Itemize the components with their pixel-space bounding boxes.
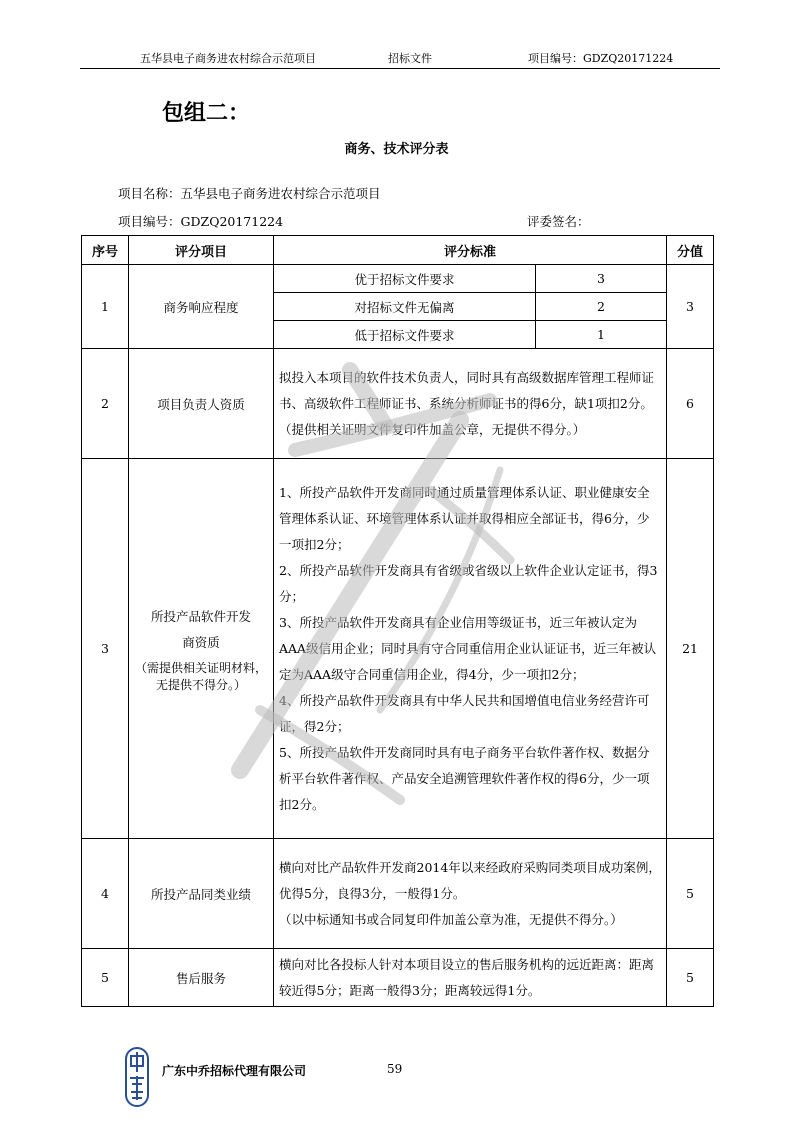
row-number: 1 — [82, 265, 129, 349]
header-doc-type: 招标文件 — [388, 52, 432, 65]
project-name-line: 项目名称：五华县电子商务进农村综合示范项目 — [118, 186, 381, 201]
form-title: 商务、技术评分表 — [344, 142, 449, 157]
header-item: 评分项目 — [129, 236, 274, 265]
table-row — [82, 459, 714, 839]
criteria-text: （以中标通知书或合同复印件加盖公章为准，无提供不得分。） — [279, 911, 623, 927]
criteria-text: 3、所投产品软件开发商具有企业信用等级证书，近三年被认定为AAA级信用企业；同时具有守合同重信用企业认证证书，近三年被认定为AAA级守合同重信用企业，得4分，少一项扣2分； — [279, 614, 657, 682]
row-criteria — [274, 839, 667, 949]
row-score: 5 — [667, 949, 714, 1007]
header-score: 分值 — [667, 236, 714, 265]
header-no: 序号 — [82, 236, 129, 265]
sub-criteria-points: 2 — [536, 293, 667, 321]
signature-line: 评委签名： — [527, 214, 590, 229]
row-criteria — [274, 949, 667, 1007]
row-number: 2 — [82, 349, 129, 459]
row-score: 6 — [667, 349, 714, 459]
table-row — [82, 349, 714, 459]
sub-criteria-points: 3 — [536, 265, 667, 293]
row-number: 4 — [82, 839, 129, 949]
row-item-cell — [129, 459, 274, 839]
row-criteria — [274, 349, 667, 459]
row-score: 21 — [667, 459, 714, 839]
criteria-text: 横向对比产品软件开发商2014年以来经政府采购同类项目成功案例，优得5分，良得3分，一般得1分。 — [279, 859, 661, 901]
criteria-text: 2、所投产品软件开发商具有省级或省级以上软件企业认定证书，得3分； — [279, 562, 658, 604]
project-number-line: 项目编号：GDZQ20171224 — [118, 214, 284, 229]
row-item: 所投产品同类业绩 — [129, 839, 274, 949]
header-rule — [80, 68, 720, 69]
row-number: 5 — [82, 949, 129, 1007]
criteria-text: 拟投入本项目的软件技术负责人，同时具有高级数据库管理工程师证书、高级软件工程师证书、系统分析师证书的得6分，缺1项扣2分。（提供相关证明文件复印件加盖公章，无提供不得分。） — [279, 369, 655, 437]
sub-criteria-label: 低于招标文件要求 — [274, 321, 536, 349]
sub-criteria-label: 对招标文件无偏离 — [274, 293, 536, 321]
page-number: 59 — [387, 1062, 403, 1076]
header-project-number: 项目编号：GDZQ20171224 — [528, 52, 674, 65]
sub-criteria-label: 优于招标文件要求 — [274, 265, 536, 293]
criteria-text: 5、所投产品软件开发商同时具有电子商务平台软件著作权、数据分析平台软件著作权、产品安全追溯管理软件著作权的得6分，少一项扣2分。 — [279, 744, 650, 812]
group-title: 包组二： — [162, 101, 251, 126]
row-item-note: （需提供相关证明材料，无提供不得分。） — [134, 660, 267, 692]
row-score: 3 — [667, 265, 714, 349]
criteria-text: 横向对比各投标人针对本项目设立的售后服务机构的远近距离：距离较近得5分；距离一般得3分；距离较远得1分。 — [279, 956, 655, 998]
table-row — [82, 839, 714, 949]
criteria-text: 1、所投产品软件开发商同时通过质量管理体系认证、职业健康安全管理体系认证、环境管理体系认证并取得相应全部证书，得6分，少一项扣2分； — [279, 484, 650, 552]
header-criteria: 评分标准 — [274, 236, 667, 265]
scoring-table — [81, 235, 714, 1007]
row-item: 所投产品软件开发商资质 — [151, 608, 252, 650]
table-header-row — [82, 236, 714, 265]
criteria-text: 4、所投产品软件开发商具有中华人民共和国增值电信业务经营许可证，得2分； — [279, 692, 650, 734]
table-row — [82, 265, 714, 293]
table-row — [82, 949, 714, 1007]
row-criteria — [274, 459, 667, 839]
row-number: 3 — [82, 459, 129, 839]
row-item: 商务响应程度 — [129, 265, 274, 349]
sub-criteria-points: 1 — [536, 321, 667, 349]
company-logo-icon — [124, 1046, 150, 1108]
row-item: 项目负责人资质 — [129, 349, 274, 459]
row-score: 5 — [667, 839, 714, 949]
footer-company-name: 广东中乔招标代理有限公司 — [162, 1064, 307, 1078]
row-item: 售后服务 — [129, 949, 274, 1007]
header-project-name: 五华县电子商务进农村综合示范项目 — [140, 52, 316, 65]
